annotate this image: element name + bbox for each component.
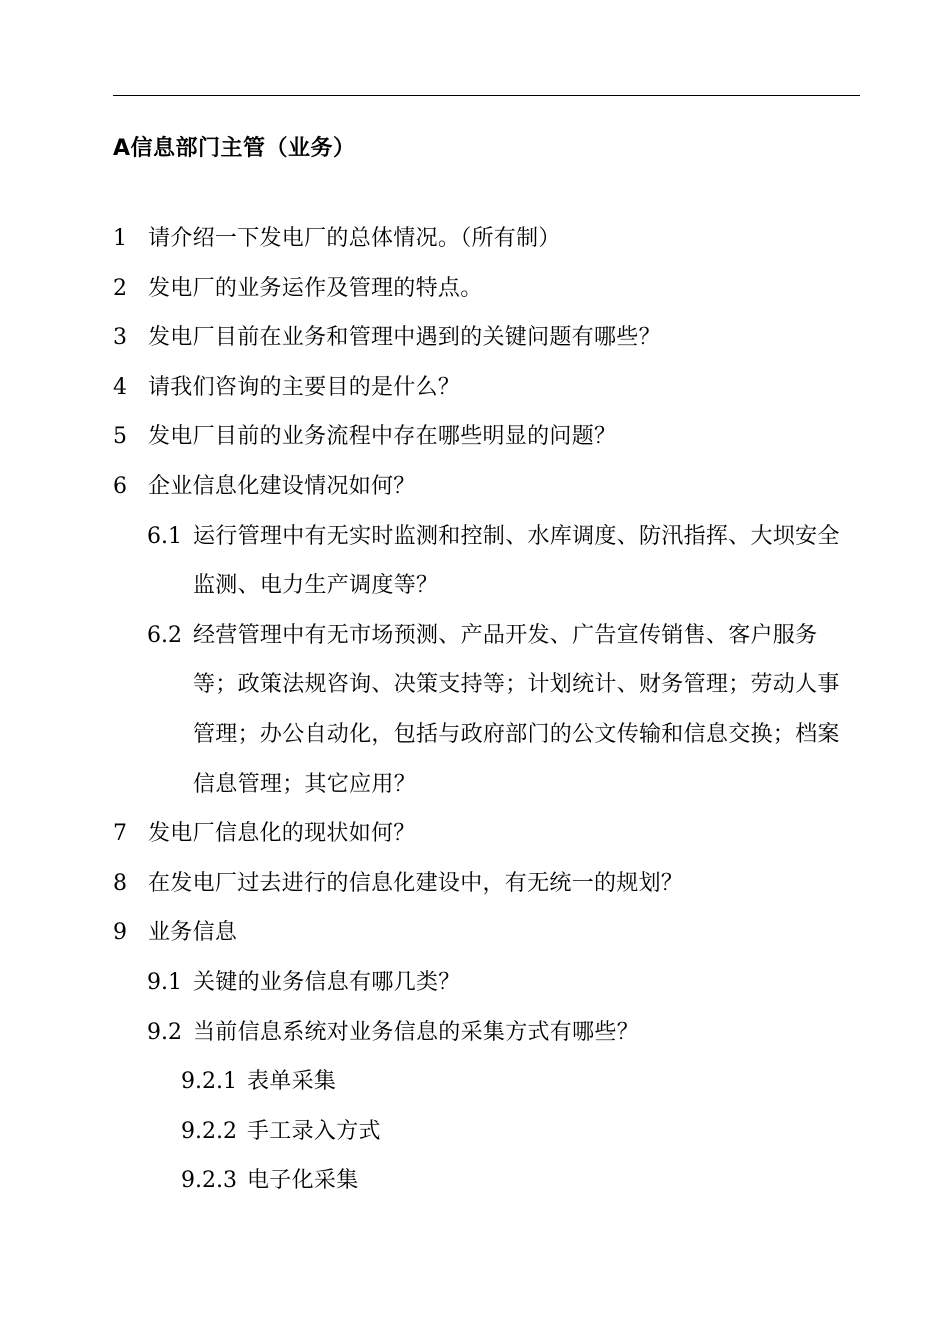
item-number: 5 — [113, 424, 127, 450]
item-number: 6 — [113, 473, 127, 499]
item-text: 在发电厂过去进行的信息化建设中，有无统一的规划？ — [148, 870, 684, 896]
item-text: 企业信息化建设情况如何？ — [148, 473, 416, 499]
section-heading: A信息部门主管（业务） — [113, 136, 356, 161]
item-number: 9 — [113, 920, 127, 946]
item-number: 6.1 — [147, 523, 182, 549]
item-text: 表单采集 — [247, 1069, 337, 1095]
item-text: 发电厂的业务运作及管理的特点。 — [148, 275, 483, 301]
item-number: 4 — [113, 374, 127, 400]
list-item — [0, 809, 860, 859]
item-text: 发电厂信息化的现状如何？ — [148, 821, 416, 847]
item-number: 9.2.3 — [181, 1168, 237, 1194]
item-text: 请我们咨询的主要目的是什么？ — [148, 374, 461, 400]
list-item — [0, 313, 860, 363]
item-number: 1 — [113, 226, 127, 251]
item-number: 6.2 — [147, 622, 182, 648]
item-text: 关键的业务信息有哪几类？ — [193, 969, 461, 995]
sub-list-item — [0, 958, 842, 1008]
item-number: 2 — [113, 275, 127, 301]
item-number: 8 — [113, 870, 127, 896]
list-item — [0, 908, 860, 958]
item-text: 运行管理中有无实时监测和控制、水库调度、防汛指挥、大坝安全监测、电力生产调度等？ — [193, 523, 840, 599]
item-text: 发电厂目前的业务流程中存在哪些明显的问题？ — [148, 424, 617, 450]
item-text: 当前信息系统对业务信息的采集方式有哪些？ — [193, 1019, 640, 1045]
item-text: 手工录入方式 — [247, 1118, 381, 1144]
question-list — [0, 214, 950, 1206]
item-number: 7 — [113, 821, 127, 847]
item-text: 业务信息 — [148, 920, 238, 946]
list-item — [0, 462, 860, 512]
sub-list-item — [0, 611, 842, 809]
header-rule — [113, 95, 860, 96]
list-item — [0, 859, 860, 909]
item-text: 电子化采集 — [247, 1168, 359, 1194]
item-number: 3 — [113, 325, 127, 351]
sub-sub-list-item — [0, 1057, 861, 1107]
item-number: 9.1 — [147, 969, 182, 995]
sub-sub-list-item — [0, 1156, 861, 1206]
sub-sub-list-item — [0, 1107, 861, 1157]
list-item — [0, 363, 860, 413]
sub-list-item — [0, 1008, 842, 1058]
sub-list-item — [0, 512, 842, 611]
item-text: 发电厂目前在业务和管理中遇到的关键问题有哪些？ — [148, 325, 661, 351]
list-item — [0, 214, 860, 264]
list-item — [0, 264, 860, 314]
item-text: 经营管理中有无市场预测、产品开发、广告宣传销售、客户服务等；政策法规咨询、决策支持等；计划统计、财务管理；劳动人事管理；办公自动化，包括与政府部门的公文传输和信息交换；档案信息管理；其它应用？ — [193, 622, 840, 797]
list-item — [0, 412, 860, 462]
item-number: 9.2.1 — [181, 1069, 237, 1095]
item-text: 请介绍一下发电厂的总体情况。（所有制） — [148, 226, 561, 251]
item-number: 9.2 — [147, 1019, 182, 1045]
item-number: 9.2.2 — [181, 1118, 237, 1144]
